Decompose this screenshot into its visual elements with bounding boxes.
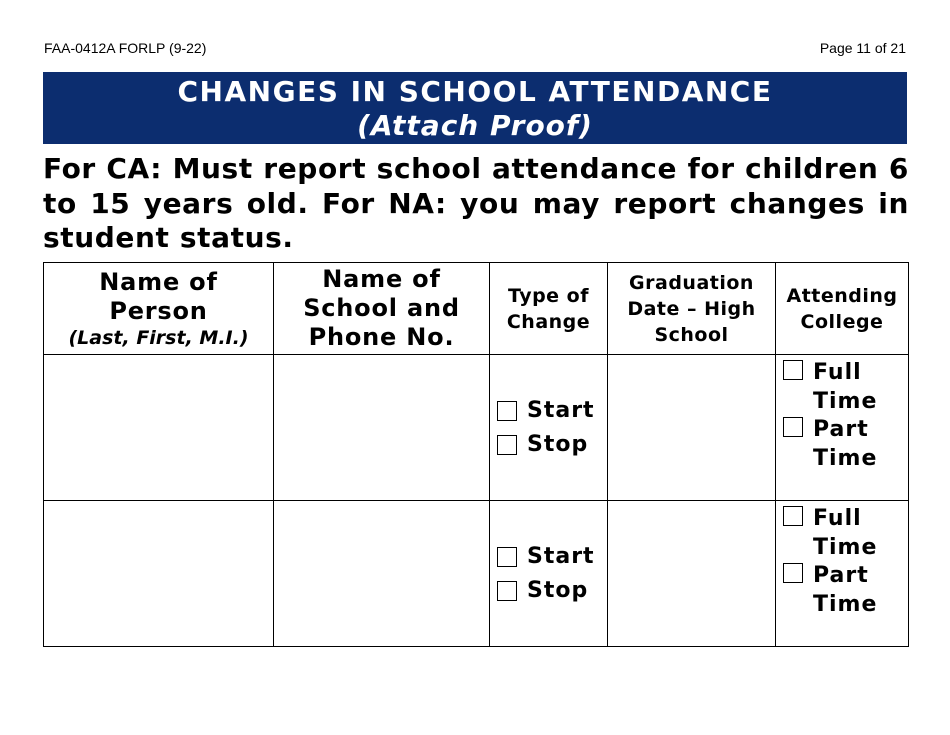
col-header-type: Type of Change — [490, 263, 608, 355]
table-row — [44, 355, 909, 501]
start-checkbox[interactable] — [497, 401, 517, 421]
stop-option[interactable]: Stop — [497, 577, 607, 605]
start-checkbox[interactable] — [497, 547, 517, 567]
full-time-checkbox[interactable] — [783, 506, 803, 526]
col-header-school: Name of School and Phone No. — [274, 263, 490, 355]
start-option[interactable]: Start — [497, 543, 607, 571]
school-phone-field[interactable] — [274, 501, 490, 647]
start-option[interactable]: Start — [497, 397, 607, 425]
stop-checkbox[interactable] — [497, 581, 517, 601]
type-of-change-cell — [490, 355, 608, 501]
section-banner — [43, 72, 907, 144]
part-time-option[interactable]: Part Time — [783, 415, 908, 473]
type-of-change-cell — [490, 501, 608, 647]
person-name-field[interactable] — [44, 355, 274, 501]
attending-college-cell — [776, 355, 909, 501]
graduation-date-field[interactable] — [608, 501, 776, 647]
part-time-checkbox[interactable] — [783, 563, 803, 583]
part-time-option[interactable]: Part Time — [783, 561, 908, 619]
instructions-text: For CA: Must report school attendance for children 6 to 15 years old. For NA: you may report changes in student status. — [43, 152, 909, 254]
col-header-college: Attending College — [776, 263, 909, 355]
stop-option[interactable]: Stop — [497, 431, 607, 459]
graduation-date-field[interactable] — [608, 355, 776, 501]
form-id: FAA-0412A FORLP (9-22) — [44, 40, 207, 56]
page-number: Page 11 of 21 — [819, 40, 906, 56]
attending-college-cell — [776, 501, 909, 647]
col-header-graduation: Graduation Date – High School — [608, 263, 776, 355]
school-phone-field[interactable] — [274, 355, 490, 501]
full-time-option[interactable]: Full Time — [783, 504, 908, 562]
table-row — [44, 501, 909, 647]
section-title: CHANGES IN SCHOOL ATTENDANCE — [177, 75, 773, 108]
person-name-field[interactable] — [44, 501, 274, 647]
full-time-checkbox[interactable] — [783, 360, 803, 380]
stop-checkbox[interactable] — [497, 435, 517, 455]
header-row — [44, 263, 909, 355]
section-subtitle: (Attach Proof) — [357, 109, 593, 142]
school-attendance-table — [43, 262, 909, 647]
full-time-option[interactable]: Full Time — [783, 358, 908, 416]
part-time-checkbox[interactable] — [783, 417, 803, 437]
col-header-name: Name of Person (Last, First, M.I.) — [44, 263, 274, 355]
